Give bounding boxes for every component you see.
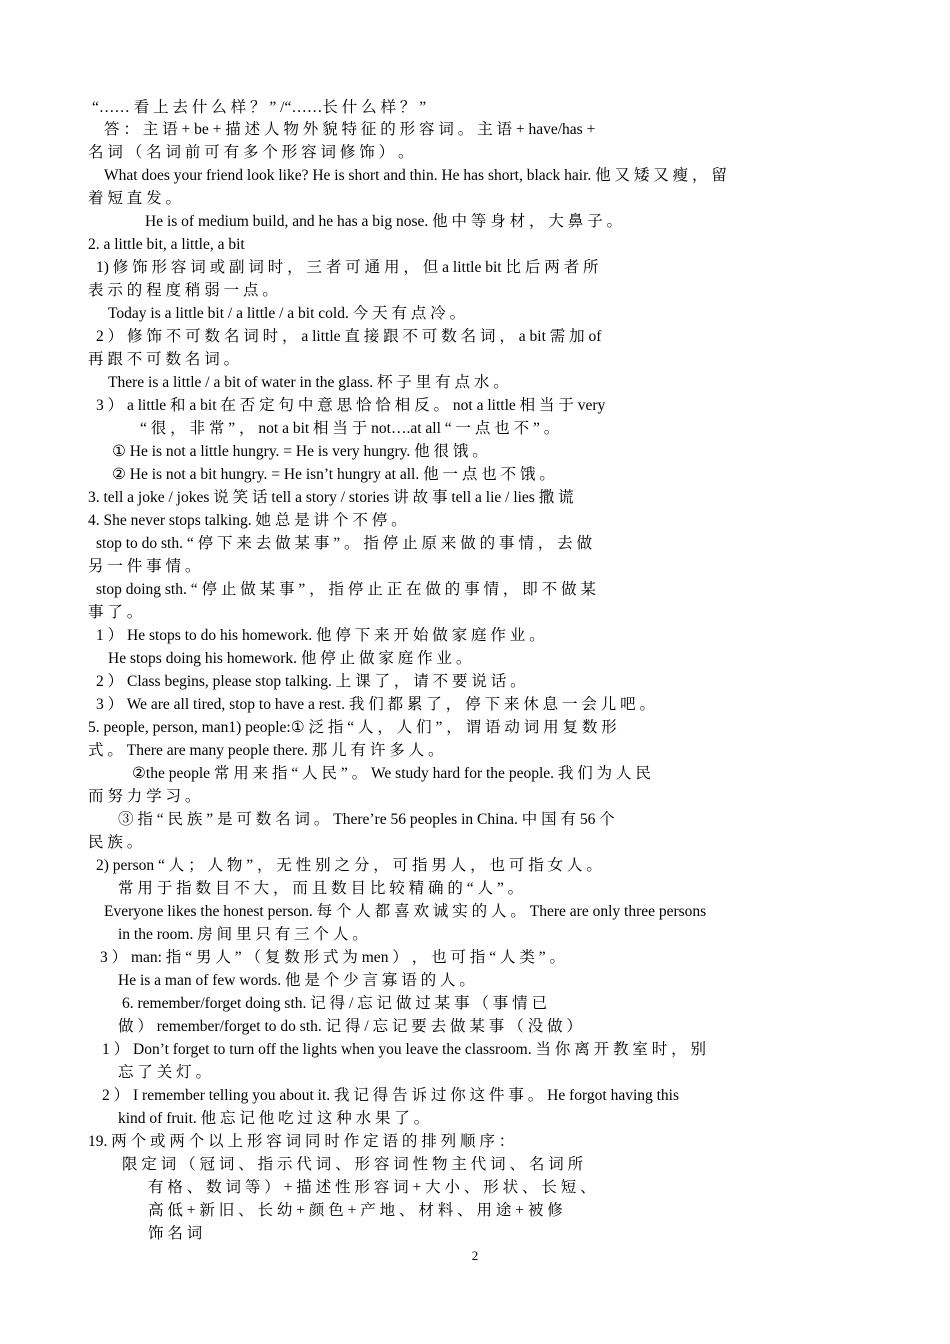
page-number: 2 [471,1248,479,1263]
text-line: 2 ） 修 饰 不 可 数 名 词 时 ， a little 直 接 跟 不 可 数 名 词 ， a bit 需 加 of [96,328,602,345]
text-line: 2 ） Class begins, please stop talking. 上 课 了 ， 请 不 要 说 话 。 [96,673,526,690]
text-line: stop doing sth. “ 停 止 做 某 事 ” ， 指 停 止 正 在 做 的 事 情 ， 即 不 做 某 [96,581,596,598]
section-heading: 3. tell a joke / jokes 说 笑 话 tell a story / stories 讲 故 事 tell a lie / lies 撒 谎 [88,489,574,506]
text-line: 常 用 于 指 数 目 不 大 ， 而 且 数 目 比 较 精 确 的 “ 人 ” 。 [118,880,524,897]
text-line: ② He is not a bit hungry. = He isn’t hungry at all. 他 一 点 也 不 饿 。 [112,466,555,483]
section-heading: 2. a little bit, a little, a bit [88,236,245,253]
text-line: He is a man of few words. 他 是 个 少 言 寡 语 的 人 。 [118,972,475,989]
text-line: 1 ） Don’t forget to turn off the lights when you leave the classroom. 当 你 离 开 教 室 时 ， 别 [102,1041,706,1058]
text-line: 另 一 件 事 情 。 [88,558,201,575]
text-line: ②the people 常 用 来 指 “ 人 民 ” 。 We study hard for the people. 我 们 为 人 民 [132,765,651,782]
text-line: 再 跟 不 可 数 名 词 。 [88,351,240,368]
text-line: He is of medium build, and he has a big nose. 他 中 等 身 材 ， 大 鼻 子 。 [145,213,623,230]
text-line: 答 ： 主 语 + be + 描 述 人 物 外 貌 特 征 的 形 容 词 。 主 语 + have/has + [104,121,596,138]
text-line: “ 很 ， 非 常 ” ， not a bit 相 当 于 not….at all “ 一 点 也 不 ” 。 [140,420,560,437]
text-line: He stops doing his homework. 他 停 止 做 家 庭 作 业 。 [108,650,472,667]
section-heading: 6. remember/forget doing sth. 记 得 / 忘 记 做 过 某 事 （ 事 情 已 [122,995,548,1012]
text-line: 着 短 直 发 。 [88,190,182,207]
text-line: What does your friend look like? He is short and thin. He has short, black hair. 他 又 矮 又 瘦 ， 留 [104,167,727,184]
text-line: 3 ） a little 和 a bit 在 否 定 句 中 意 思 恰 恰 相 反 。 not a little 相 当 于 very [96,397,606,414]
text-line: 限 定 词 （ 冠 词 、 指 示 代 词 、 形 容 词 性 物 主 代 词 、 名 词 所 [122,1156,584,1173]
text-line: 表 示 的 程 度 稍 弱 一 点 。 [88,282,278,299]
text-line: ① He is not a little hungry. = He is very hungry. 他 很 饿 。 [112,443,488,460]
text-line: 2) person “ 人 ； 人 物 ” ， 无 性 别 之 分 ， 可 指 男 人 ， 也 可 指 女 人 。 [96,857,602,874]
text-line: 名 词 （ 名 词 前 可 有 多 个 形 容 词 修 饰 ） 。 [88,144,414,161]
text-line: 饰 名 词 [148,1225,203,1242]
text-line: 事 了 。 [88,604,143,621]
text-line: stop to do sth. “ 停 下 来 去 做 某 事 ” 。 指 停 止 原 来 做 的 事 情 ， 去 做 [96,535,592,552]
text-line: in the room. 房 间 里 只 有 三 个 人 。 [118,926,368,943]
text-line: 3 ） We are all tired, stop to have a rest. 我 们 都 累 了 ， 停 下 来 休 息 一 会 儿 吧 。 [96,696,655,713]
text-line: Everyone likes the honest person. 每 个 人 都 喜 欢 诚 实 的 人 。 There are only three persons [104,903,707,920]
text-line: There is a little / a bit of water in the glass. 杯 子 里 有 点 水 。 [108,374,509,391]
text-line: 2 ） I remember telling you about it. 我 记 得 告 诉 过 你 这 件 事 。 He forgot having this [102,1087,680,1104]
text-line: 式 。 There are many people there. 那 儿 有 许 多 人 。 [88,742,444,759]
section-heading: 5. people, person, man1) people:① 泛 指 “ 人 ， 人 们 ” ， 谓 语 动 词 用 复 数 形 [88,719,617,736]
section-heading: 19. 两 个 或 两 个 以 上 形 容 词 同 时 作 定 语 的 排 列 顺 序 ： [88,1133,515,1150]
text-line: 3 ） man: 指 “ 男 人 ” （ 复 数 形 式 为 men ） ， 也 可 指 “ 人 类 ” 。 [100,949,565,966]
text-line: 1) 修 饰 形 容 词 或 副 词 时 ， 三 者 可 通 用 ， 但 a little bit 比 后 两 者 所 [96,259,599,276]
text-line: 高 低 + 新 旧 、 长 幼 + 颜 色 + 产 地 、 材 料 、 用 途 + 被 修 [148,1202,563,1219]
text-line: 有 格 、 数 词 等 ） + 描 述 性 形 容 词 + 大 小 、 形 状 、 长 短 、 [148,1179,596,1196]
section-heading: 4. She never stops talking. 她 总 是 讲 个 不 停 。 [88,512,407,529]
text-line: 1 ） He stops to do his homework. 他 停 下 来 开 始 做 家 庭 作 业 。 [96,627,545,644]
text-line: 而 努 力 学 习 。 [88,788,201,805]
text-line: 民 族 。 [88,834,143,851]
text-line: ③ 指 “ 民 族 ” 是 可 数 名 词 。 There’re 56 peoples in China. 中 国 有 56 个 [118,811,615,828]
text-line: 忘 了 关 灯 。 [118,1064,212,1081]
text-line: “…… 看 上 去 什 么 样 ？ ” /“……长 什 么 样 ？ ” [92,99,427,116]
text-line: Today is a little bit / a little / a bit cold. 今 天 有 点 冷 。 [108,305,466,322]
text-line: kind of fruit. 他 忘 记 他 吃 过 这 种 水 果 了 。 [118,1110,430,1127]
text-line: 做 ） remember/forget to do sth. 记 得 / 忘 记 要 去 做 某 事 （ 没 做 ） [118,1018,582,1035]
